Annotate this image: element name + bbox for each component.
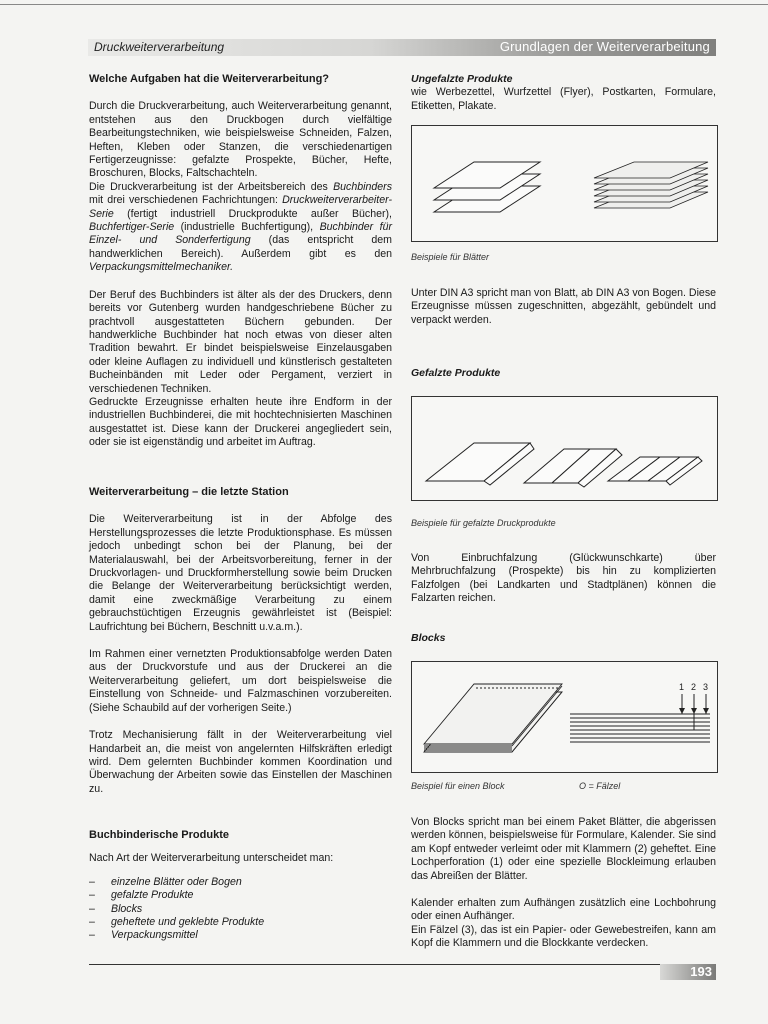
top-rule <box>0 4 768 5</box>
list-item: – einzelne Blätter oder Bogen <box>89 875 242 888</box>
paragraph-faelzel: Ein Fälzel (3), das ist ein Papier- oder Gewebestreifen, kann am Kopf die Klammern und die Blockkante verdecken. <box>411 923 716 950</box>
figure-blaetter <box>411 125 718 242</box>
list-item: – gefalzte Produkte <box>89 889 194 902</box>
heading-ungefalzt: Ungefalzte Produkte <box>411 73 513 85</box>
right-column-r3b <box>411 816 716 951</box>
paragraph-intro: Durch die Druckverarbeitung, auch Weiterverarbeitung genannt, entstehen aus den Druckbogen durch vielfältige Bearbeitungstechniken, wie beispielsweise Schneiden, Falzen, Heften, Kleben oder Stanzen, die verschiedenartigen Fertigerzeugnisse: gefalzte Prospekte, Bücher, Hefte, Broschuren, Blocks, Faltschachteln. <box>89 100 392 180</box>
paragraph-kalender: Kalender erhalten zum Aufhängen zusätzlich eine Lochbohrung oder einen Aufhänger. <box>411 897 716 923</box>
folded-illustration <box>412 397 717 500</box>
right-caption-r1 <box>411 251 716 264</box>
paragraph-unterscheidung: Nach Art der Weiterverarbeitung unterscheidet man: <box>89 852 334 865</box>
footer-rule <box>89 964 716 965</box>
heading-letzte-station: Weiterverarbeitung – die letzte Station <box>89 486 289 498</box>
paragraph-vernetzt: Im Rahmen einer vernetzten Produktionsabfolge werden Daten aus der Druckvorstufe und aus der Druckerei an die Weiterverarbeitung geliefert, um dort beispielsweise die Einstellung von Schneide- und Falzmaschinen vorzubereiten. (Siehe Schaubild auf der vorherigen Seite.) <box>89 648 392 714</box>
right-caption-r3 <box>411 780 716 793</box>
left-column-s3 <box>89 829 392 943</box>
header-chapter: Druckweiterverarbeitung <box>94 40 225 54</box>
caption-block: Beispiel für einen Block <box>411 781 505 791</box>
right-column-r1b <box>411 287 716 327</box>
left-column-s1 <box>89 73 392 450</box>
caption-blaetter: Beispiele für Blätter <box>411 252 490 262</box>
paragraph-abfolge: Die Weiterverarbeitung ist in der Abfolge des Herstellungsprozesses die letzte Produktionsphase. Es müssen jedoch unbedingt schon bei der Planung, bei der Materialauswahl, bei der Arbeitsvorbereitung, ferner in der Druckvorlagen- und Druckformherstellung sowie beim Drucken die Belange der Weiterverarbeitung berücksichtigt werden, damit eine zweckmäßige Verarbeitung zu einem gebrauchstüchtigen Erzeugnis gewährleistet ist (Beispiel: Laufrichtung bei Büchern, Beschnitt u.v.a.m.). <box>89 513 392 633</box>
caption-gefalzt: Beispiele für gefalzte Druckprodukte <box>411 518 556 528</box>
paragraph-fachrichtungen: Die Druckverarbeitung ist der Arbeitsbereich des Buchbinders mit drei verschiedenen Fachrichtungen: Druckweiterverarbeiter-Serie (fertigt industriell Druckprodukte außer Bücher), Buchfertiger-Serie (industrielle Buchfertigung), Buchbinder für Einzel- und Sonderfertigung (das entspricht dem handwerklichen Bereich). Außerdem gibt es den Verpackungsmittelmechaniker. <box>89 180 392 274</box>
heading-produkte: Buchbinderische Produkte <box>89 829 229 841</box>
list-item: – Blocks <box>89 902 143 915</box>
label-3: 3 <box>703 682 709 692</box>
left-column-s2 <box>89 486 392 796</box>
paragraph-blatt-bogen: Unter DIN A3 spricht man von Blatt, ab DIN A3 von Bogen. Diese Erzeugnisse müssen zugeschnitten, abgezählt, gebündelt und verpackt werden. <box>411 287 717 326</box>
right-column-r2 <box>411 367 716 380</box>
label-2: 2 <box>691 682 697 692</box>
label-1: 1 <box>679 682 685 692</box>
right-column-r3 <box>411 632 716 645</box>
figure-gefalzt <box>411 396 718 501</box>
right-column-r2b <box>411 552 716 606</box>
header-section: Grundlagen der Weiterverarbeitung <box>499 39 710 54</box>
running-header <box>88 39 716 56</box>
list-item: – geheftete und geklebte Produkte <box>89 916 265 929</box>
paragraph-ungefalzt: wie Werbezettel, Wurfzettel (Flyer), Postkarten, Formulare, Etiketten, Plakate. <box>411 86 716 112</box>
heading-aufgaben: Welche Aufgaben hat die Weiterverarbeitung? <box>89 73 330 85</box>
list-item: – Verpackungsmittel <box>89 929 198 942</box>
right-column-r1 <box>411 73 716 113</box>
heading-blocks: Blocks <box>411 632 446 644</box>
figure-block <box>411 661 718 773</box>
paragraph-beruf: Der Beruf des Buchbinders ist älter als der des Druckers, denn bereits vor Gutenberg wurden handgeschriebene Bücher zu prachtvoll ausgestatteten Büchern gebunden. Der handwerkliche Buchbinder hat noch etwas von dieser alten Tradition bewahrt. Er bindet beispielsweise Einzelausgaben oder kleine Auflagen zu individuell und künstlerisch gestalteten Bucheinbänden mit Leder oder Pergament, verziert in verschiedenen Techniken. <box>89 288 392 395</box>
paragraph-industrie: Gedruckte Erzeugnisse erhalten heute ihre Endform in der industriellen Buchbinderei, die mit hochtechnisierten Maschinen ausgestattet ist. Diese kann der Druckerei angegliedert sein, oder sie ist eigenständig und arbeitet im Auftrag. <box>89 395 392 449</box>
paragraph-mechanisierung: Trotz Mechanisierung fällt in der Weiterverarbeitung viel Handarbeit an, die meist von angelernten Hilfskräften erledigt wird. Dem gelernten Buchbinder kommen Koordination und Überwachung der Arbeiten sowie das Einstellen der Maschinen zu. <box>89 729 392 795</box>
sheets-illustration <box>412 126 717 241</box>
paragraph-falzarten: Von Einbruchfalzung (Glückwunschkarte) über Mehrbruchfalzung (Prospekte) bis hin zu komplizierten Falzfolgen (bei Landkarten und Stadtplänen) können die Falzarten reichen. <box>411 552 716 605</box>
page-number: 193 <box>660 964 716 980</box>
paragraph-blocks: Von Blocks spricht man bei einem Paket Blätter, die abgerissen werden können, beispielsweise für Formulare, Kalender. Sie sind am Kopf entweder verleimt oder mit Klammern (2) geheftet. Eine Lochperforation (1) oder eine spezielle Blockleimung erlauben das Abreißen der Blätter. <box>411 816 716 882</box>
block-illustration <box>412 662 717 772</box>
heading-gefalzt: Gefalzte Produkte <box>411 367 501 379</box>
right-caption-r2 <box>411 517 716 530</box>
product-list <box>89 876 392 943</box>
caption-faelzel: O = Fälzel <box>579 781 621 791</box>
